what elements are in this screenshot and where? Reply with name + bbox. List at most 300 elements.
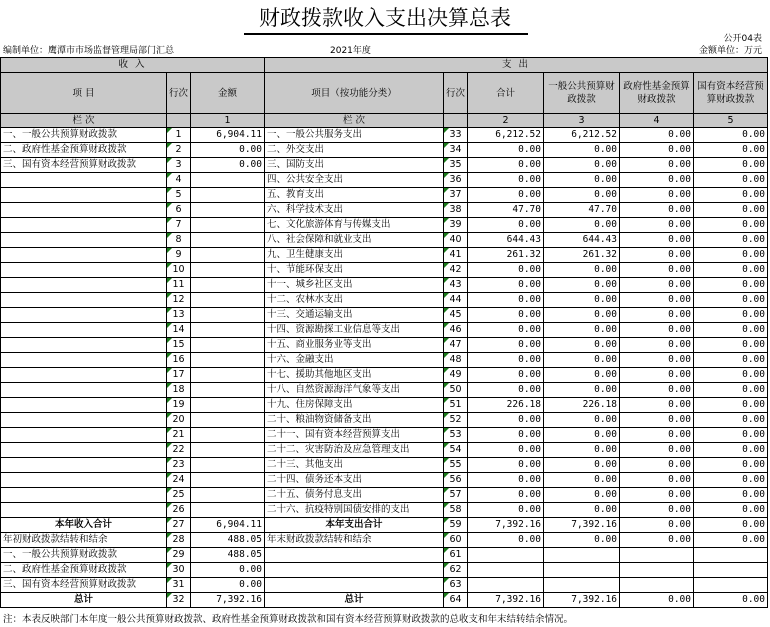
line-no: 31 [167, 578, 191, 593]
carryover-row [1, 533, 768, 548]
capital-budget-amount: 0.00 [694, 338, 768, 353]
income-amount [191, 248, 265, 263]
org-label: 编制单位： [3, 46, 49, 56]
income-amount [191, 338, 265, 353]
line-no: 21 [167, 428, 191, 443]
carryover-fund-label: 二、政府性基金预算财政拨款 [1, 563, 167, 578]
line-no: 12 [167, 293, 191, 308]
income-item [1, 458, 167, 473]
capital-budget-amount: 0.00 [694, 293, 768, 308]
carryover-capital-row [1, 578, 768, 593]
general-budget-amount: 226.18 [544, 398, 620, 413]
fund-budget-amount: 0.00 [620, 278, 694, 293]
begin-carryover-amount: 488.05 [191, 533, 265, 548]
col-index [444, 114, 468, 128]
table-row [1, 128, 768, 143]
line-no: 27 [167, 518, 191, 533]
line-no: 29 [167, 548, 191, 563]
total-amount: 0.00 [468, 308, 544, 323]
fund-budget-amount: 0.00 [620, 248, 694, 263]
table-row [1, 263, 768, 278]
fund-budget-amount: 0.00 [620, 158, 694, 173]
total-amount: 0.00 [468, 473, 544, 488]
expense-item: 十五、商业服务业等支出 [265, 338, 444, 353]
general-budget-amount: 0.00 [544, 428, 620, 443]
empty-cell [544, 548, 620, 563]
general-budget-amount: 261.32 [544, 248, 620, 263]
carryover-general-amount: 488.05 [191, 548, 265, 563]
capital-budget-amount: 0.00 [694, 383, 768, 398]
empty-cell [544, 578, 620, 593]
table-row [1, 188, 768, 203]
general-budget-amount: 0.00 [544, 473, 620, 488]
grand-fund: 0.00 [620, 593, 694, 608]
fund-budget-amount: 0.00 [620, 263, 694, 278]
capital-budget-amount: 0.00 [694, 218, 768, 233]
line-no: 8 [167, 233, 191, 248]
income-total-amount: 6,904.11 [191, 518, 265, 533]
table-row [1, 458, 768, 473]
expense-general: 7,392.16 [544, 518, 620, 533]
total-amount: 0.00 [468, 218, 544, 233]
line-no: 38 [444, 203, 468, 218]
total-amount: 0.00 [468, 278, 544, 293]
fund-budget-amount: 0.00 [620, 368, 694, 383]
income-amount [191, 368, 265, 383]
item-header: 项 目 [1, 73, 167, 114]
line-no: 51 [444, 398, 468, 413]
empty-cell [468, 563, 544, 578]
carryover-fund-amount: 0.00 [191, 563, 265, 578]
total-amount: 0.00 [468, 458, 544, 473]
income-amount [191, 398, 265, 413]
line-no: 7 [167, 218, 191, 233]
capital-budget-amount: 0.00 [694, 353, 768, 368]
line-no: 52 [444, 413, 468, 428]
end-carryover-label: 年末财政拨款结转和结余 [265, 533, 444, 548]
fund-budget-amount: 0.00 [620, 338, 694, 353]
fund-budget-amount: 0.00 [620, 413, 694, 428]
income-amount [191, 293, 265, 308]
fund-budget-amount: 0.00 [620, 233, 694, 248]
fund-budget-amount: 0.00 [620, 503, 694, 518]
col-index: 1 [191, 114, 265, 128]
table-row [1, 248, 768, 263]
amount-header: 金额 [191, 73, 265, 114]
empty-cell [620, 563, 694, 578]
income-amount [191, 353, 265, 368]
line-no: 17 [167, 368, 191, 383]
expense-item: 五、教育支出 [265, 188, 444, 203]
end-capital: 0.00 [694, 533, 768, 548]
total-amount: 0.00 [468, 443, 544, 458]
line-no: 19 [167, 398, 191, 413]
fund-budget-amount: 0.00 [620, 443, 694, 458]
fund-budget-amount: 0.00 [620, 218, 694, 233]
end-fund: 0.00 [620, 533, 694, 548]
income-item: 三、国有资本经营预算财政拨款 [1, 158, 167, 173]
general-budget-amount: 0.00 [544, 503, 620, 518]
total-amount: 0.00 [468, 413, 544, 428]
income-item [1, 233, 167, 248]
general-budget-header: 一般公共预算财政拨款 [544, 73, 620, 114]
carryover-capital-label: 三、国有资本经营预算财政拨款 [1, 578, 167, 593]
expense-item: 一、一般公共服务支出 [265, 128, 444, 143]
table-row [1, 173, 768, 188]
fund-budget-amount: 0.00 [620, 143, 694, 158]
total-amount: 261.32 [468, 248, 544, 263]
line-no: 49 [444, 368, 468, 383]
general-budget-amount: 0.00 [544, 338, 620, 353]
income-item [1, 428, 167, 443]
table-row [1, 323, 768, 338]
line-no: 32 [167, 593, 191, 608]
col-index: 3 [544, 114, 620, 128]
fund-budget-amount: 0.00 [620, 308, 694, 323]
general-budget-amount: 0.00 [544, 488, 620, 503]
income-item [1, 488, 167, 503]
group-header-row [1, 58, 768, 73]
table-row [1, 308, 768, 323]
line-no: 24 [167, 473, 191, 488]
income-item [1, 263, 167, 278]
grand-total-row [1, 593, 768, 608]
carryover-capital-amount: 0.00 [191, 578, 265, 593]
empty-cell [694, 578, 768, 593]
empty-cell [620, 548, 694, 563]
expense-item: 三、国防支出 [265, 158, 444, 173]
capital-budget-amount: 0.00 [694, 248, 768, 263]
capital-budget-amount: 0.00 [694, 323, 768, 338]
table-row [1, 233, 768, 248]
capital-budget-amount: 0.00 [694, 128, 768, 143]
footnote: 注：本表反映部门本年度一般公共预算财政拨款、政府性基金预算财政拨款和国有资本经营预算财政拨款的总收支和年末结转结余情况。 [3, 614, 574, 625]
fund-budget-amount: 0.00 [620, 173, 694, 188]
empty-cell [694, 563, 768, 578]
income-total-label: 本年收入合计 [1, 518, 167, 533]
expense-item: 十三、交通运输支出 [265, 308, 444, 323]
general-budget-amount: 0.00 [544, 188, 620, 203]
income-amount [191, 203, 265, 218]
income-item [1, 368, 167, 383]
fund-budget-header: 政府性基金预算财政拨款 [620, 73, 694, 114]
total-amount: 226.18 [468, 398, 544, 413]
capital-budget-amount: 0.00 [694, 413, 768, 428]
line-no: 23 [167, 458, 191, 473]
line-no: 3 [167, 158, 191, 173]
capital-budget-amount: 0.00 [694, 443, 768, 458]
table-row [1, 503, 768, 518]
fund-budget-amount: 0.00 [620, 188, 694, 203]
expense-item: 十六、金融支出 [265, 353, 444, 368]
capital-budget-amount: 0.00 [694, 203, 768, 218]
line-no: 62 [444, 563, 468, 578]
grand-income-amount: 7,392.16 [191, 593, 265, 608]
empty-cell [265, 548, 444, 563]
line-no: 42 [444, 263, 468, 278]
general-budget-amount: 0.00 [544, 158, 620, 173]
fund-budget-amount: 0.00 [620, 428, 694, 443]
total-amount: 0.00 [468, 293, 544, 308]
grand-total-label: 总计 [265, 593, 444, 608]
income-amount [191, 308, 265, 323]
income-item [1, 188, 167, 203]
income-item: 一、一般公共预算财政拨款 [1, 128, 167, 143]
report-year: 2021年度 [330, 46, 371, 56]
general-budget-amount: 0.00 [544, 383, 620, 398]
general-budget-amount: 0.00 [544, 458, 620, 473]
line-no: 46 [444, 323, 468, 338]
line-no: 47 [444, 338, 468, 353]
income-item [1, 443, 167, 458]
item-func-header: 项目（按功能分类） [265, 73, 444, 114]
total-amount: 644.43 [468, 233, 544, 248]
expense-total: 7,392.16 [468, 518, 544, 533]
general-budget-amount: 47.70 [544, 203, 620, 218]
table-row [1, 143, 768, 158]
income-amount [191, 443, 265, 458]
expense-item: 二十二、灾害防治及应急管理支出 [265, 443, 444, 458]
capital-budget-amount: 0.00 [694, 458, 768, 473]
general-budget-amount: 0.00 [544, 308, 620, 323]
income-item [1, 293, 167, 308]
table-row [1, 203, 768, 218]
expense-item: 二、外交支出 [265, 143, 444, 158]
empty-cell [544, 563, 620, 578]
expense-item: 二十三、其他支出 [265, 458, 444, 473]
expense-group-header: 支 出 [265, 58, 768, 73]
line-no: 28 [167, 533, 191, 548]
col-index: 2 [468, 114, 544, 128]
line-no: 16 [167, 353, 191, 368]
income-item [1, 173, 167, 188]
title-underline [244, 33, 528, 35]
expense-item: 十九、住房保障支出 [265, 398, 444, 413]
general-budget-amount: 0.00 [544, 218, 620, 233]
empty-cell [694, 548, 768, 563]
income-amount [191, 503, 265, 518]
capital-budget-amount: 0.00 [694, 263, 768, 278]
col-index: 5 [694, 114, 768, 128]
line-no: 58 [444, 503, 468, 518]
income-amount [191, 383, 265, 398]
empty-cell [468, 578, 544, 593]
expense-fund: 0.00 [620, 518, 694, 533]
grand-general: 7,392.16 [544, 593, 620, 608]
expense-item: 十四、资源勘探工业信息等支出 [265, 323, 444, 338]
table-row [1, 278, 768, 293]
capital-budget-amount: 0.00 [694, 308, 768, 323]
line-no: 35 [444, 158, 468, 173]
line-no: 50 [444, 383, 468, 398]
income-amount [191, 233, 265, 248]
expense-item: 六、科学技术支出 [265, 203, 444, 218]
general-budget-amount: 0.00 [544, 143, 620, 158]
income-group-header: 收 入 [1, 58, 265, 73]
empty-cell [620, 578, 694, 593]
total-amount: 0.00 [468, 263, 544, 278]
total-amount: 0.00 [468, 368, 544, 383]
line-no: 9 [167, 248, 191, 263]
empty-cell [265, 563, 444, 578]
expense-item: 九、卫生健康支出 [265, 248, 444, 263]
line-no: 64 [444, 593, 468, 608]
capital-budget-amount: 0.00 [694, 188, 768, 203]
org-info [3, 46, 174, 57]
line-no: 25 [167, 488, 191, 503]
general-budget-amount: 0.00 [544, 293, 620, 308]
table-row [1, 443, 768, 458]
form-number: 公开04表 [723, 34, 762, 44]
income-amount: 6,904.11 [191, 128, 265, 143]
line-no: 6 [167, 203, 191, 218]
expense-item: 二十五、债务付息支出 [265, 488, 444, 503]
line-no: 4 [167, 173, 191, 188]
col-index [167, 114, 191, 128]
total-amount: 0.00 [468, 188, 544, 203]
amount-unit: 金额单位：万元 [698, 46, 762, 56]
expense-item: 二十、粮油物资储备支出 [265, 413, 444, 428]
line-no: 10 [167, 263, 191, 278]
line-no: 43 [444, 278, 468, 293]
line-no: 26 [167, 503, 191, 518]
income-amount: 0.00 [191, 158, 265, 173]
budget-summary-table [0, 57, 768, 608]
table-row [1, 158, 768, 173]
grand-total: 7,392.16 [468, 593, 544, 608]
line-no: 63 [444, 578, 468, 593]
expense-capital: 0.00 [694, 518, 768, 533]
total-amount: 0.00 [468, 143, 544, 158]
income-item: 二、政府性基金预算财政拨款 [1, 143, 167, 158]
table-row [1, 413, 768, 428]
line-no: 57 [444, 488, 468, 503]
expense-item: 十、节能环保支出 [265, 263, 444, 278]
table-row [1, 293, 768, 308]
income-amount [191, 263, 265, 278]
line-no: 11 [167, 278, 191, 293]
table-row [1, 218, 768, 233]
income-amount [191, 323, 265, 338]
general-budget-amount: 0.00 [544, 173, 620, 188]
table-row [1, 383, 768, 398]
line-no: 39 [444, 218, 468, 233]
line-no: 34 [444, 143, 468, 158]
end-total: 0.00 [468, 533, 544, 548]
report-title: 财政拨款收入支出决算总表 [259, 6, 511, 30]
income-item [1, 308, 167, 323]
capital-budget-amount: 0.00 [694, 368, 768, 383]
expense-item: 二十一、国有资本经营预算支出 [265, 428, 444, 443]
expense-item: 二十四、债务还本支出 [265, 473, 444, 488]
line-no: 61 [444, 548, 468, 563]
end-general: 0.00 [544, 533, 620, 548]
line-no: 13 [167, 308, 191, 323]
table-row [1, 398, 768, 413]
year-total-row [1, 518, 768, 533]
line-no: 18 [167, 383, 191, 398]
general-budget-amount: 0.00 [544, 443, 620, 458]
total-amount: 0.00 [468, 158, 544, 173]
total-amount: 0.00 [468, 173, 544, 188]
capital-budget-amount: 0.00 [694, 173, 768, 188]
col-label: 栏 次 [1, 114, 167, 128]
org-name: 鹰潭市市场监督管理局部门汇总 [48, 46, 175, 56]
general-budget-amount: 644.43 [544, 233, 620, 248]
table-row [1, 338, 768, 353]
income-item [1, 218, 167, 233]
capital-budget-amount: 0.00 [694, 143, 768, 158]
table-row [1, 488, 768, 503]
column-header-row [1, 73, 768, 114]
expense-item: 二十六、抗疫特别国债安排的支出 [265, 503, 444, 518]
capital-budget-amount: 0.00 [694, 428, 768, 443]
expense-item: 十七、援助其他地区支出 [265, 368, 444, 383]
fund-budget-amount: 0.00 [620, 398, 694, 413]
fund-budget-amount: 0.00 [620, 203, 694, 218]
empty-cell [265, 578, 444, 593]
line-no: 59 [444, 518, 468, 533]
line-no: 5 [167, 188, 191, 203]
expense-item: 十一、城乡社区支出 [265, 278, 444, 293]
income-amount [191, 473, 265, 488]
general-budget-amount: 6,212.52 [544, 128, 620, 143]
fund-budget-amount: 0.00 [620, 293, 694, 308]
income-item [1, 248, 167, 263]
line-no: 15 [167, 338, 191, 353]
total-amount: 0.00 [468, 488, 544, 503]
capital-budget-amount: 0.00 [694, 278, 768, 293]
col-index: 4 [620, 114, 694, 128]
line-no: 30 [167, 563, 191, 578]
line-no: 45 [444, 308, 468, 323]
income-amount [191, 278, 265, 293]
grand-total-label: 总计 [1, 593, 167, 608]
line-no: 56 [444, 473, 468, 488]
income-amount [191, 173, 265, 188]
income-amount [191, 458, 265, 473]
general-budget-amount: 0.00 [544, 323, 620, 338]
income-item [1, 323, 167, 338]
expense-item: 八、社会保障和就业支出 [265, 233, 444, 248]
table-row [1, 353, 768, 368]
total-header: 合计 [468, 73, 544, 114]
general-budget-amount: 0.00 [544, 353, 620, 368]
income-item [1, 503, 167, 518]
income-amount: 0.00 [191, 143, 265, 158]
general-budget-amount: 0.00 [544, 278, 620, 293]
line-no: 40 [444, 233, 468, 248]
line-no: 22 [167, 443, 191, 458]
grand-capital: 0.00 [694, 593, 768, 608]
table-row [1, 368, 768, 383]
expense-item: 十二、农林水支出 [265, 293, 444, 308]
total-amount: 0.00 [468, 353, 544, 368]
expense-item: 四、公共安全支出 [265, 173, 444, 188]
table-row [1, 473, 768, 488]
total-amount: 0.00 [468, 503, 544, 518]
fund-budget-amount: 0.00 [620, 383, 694, 398]
income-amount [191, 188, 265, 203]
capital-budget-amount: 0.00 [694, 503, 768, 518]
capital-budget-amount: 0.00 [694, 473, 768, 488]
empty-cell [468, 548, 544, 563]
income-amount [191, 218, 265, 233]
income-item [1, 383, 167, 398]
table-row [1, 428, 768, 443]
fund-budget-amount: 0.00 [620, 128, 694, 143]
income-item [1, 203, 167, 218]
